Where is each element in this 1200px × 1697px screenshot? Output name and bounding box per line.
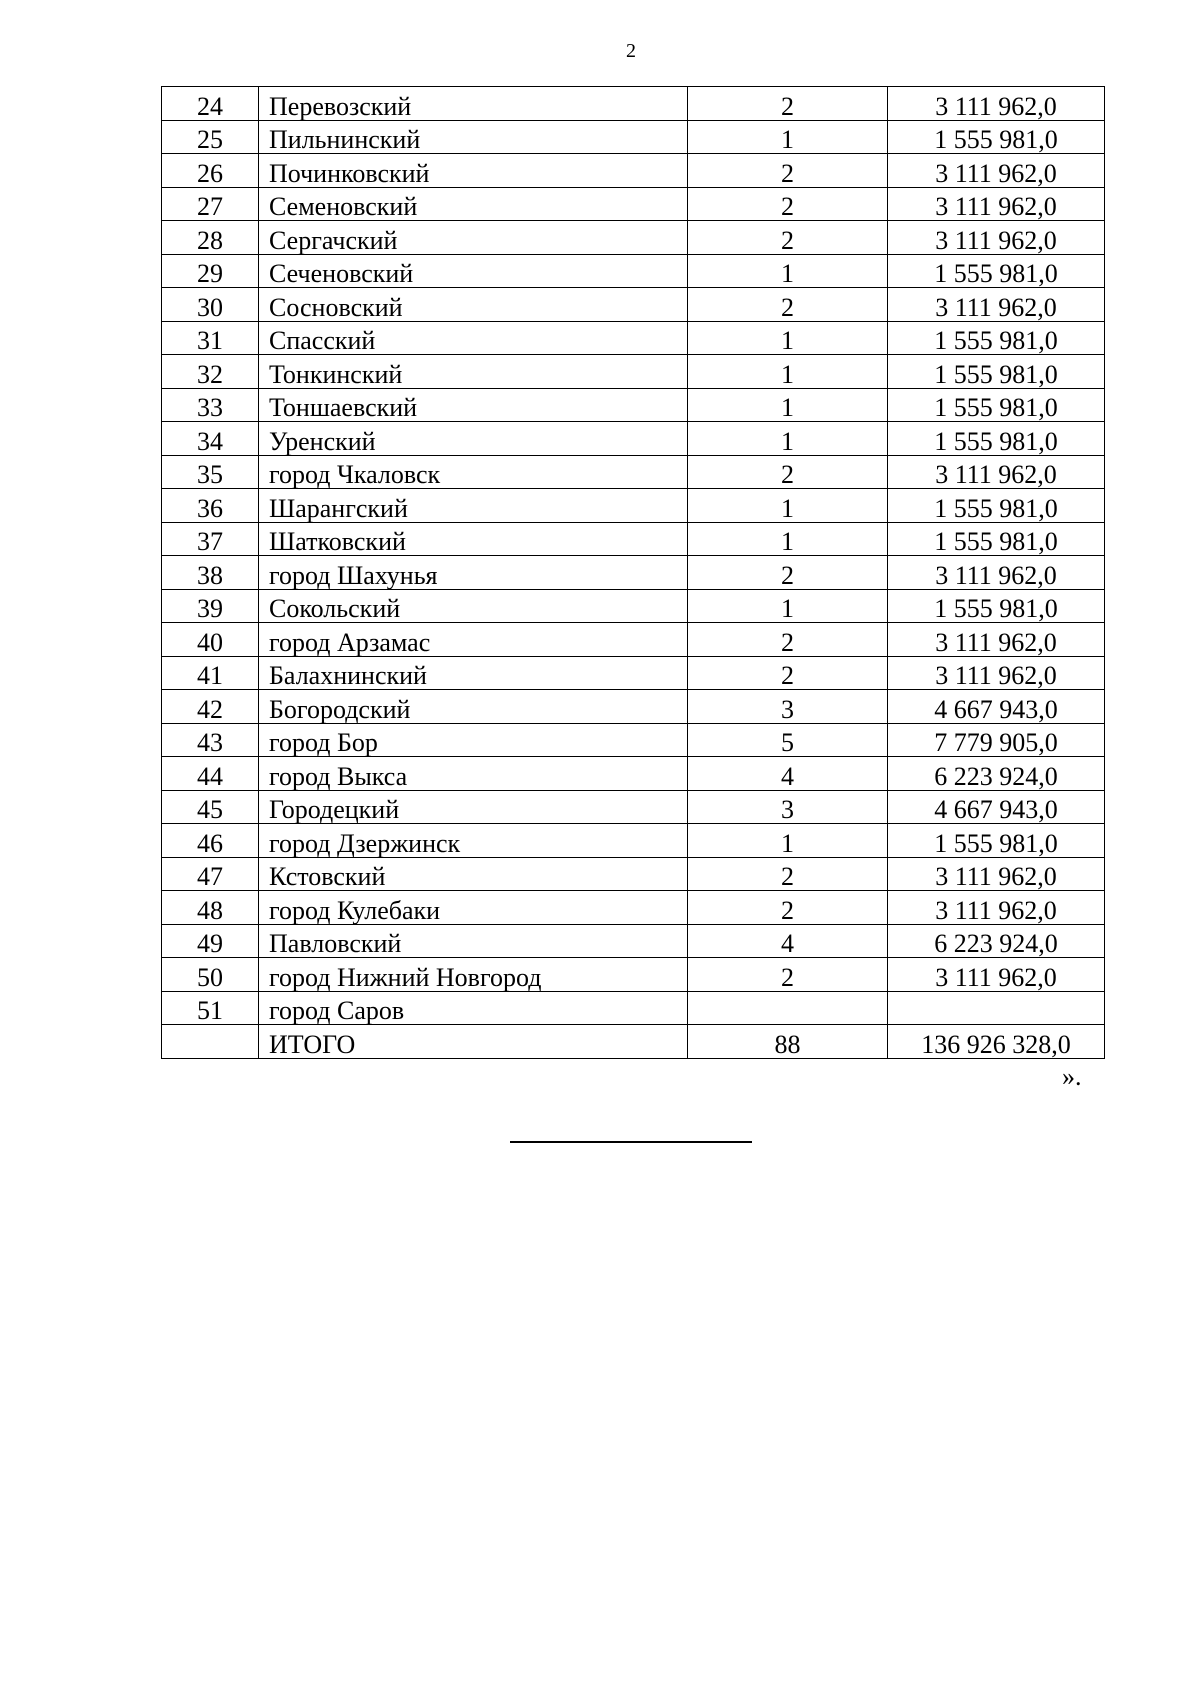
- row-number: 28: [162, 221, 259, 255]
- count-cell: 2: [688, 891, 888, 925]
- count-cell: 1: [688, 254, 888, 288]
- row-number: [162, 1025, 259, 1059]
- row-number: 46: [162, 824, 259, 858]
- district-name: город Нижний Новгород: [259, 958, 688, 992]
- district-name: Кстовский: [259, 857, 688, 891]
- row-number: 29: [162, 254, 259, 288]
- district-name: Сеченовский: [259, 254, 688, 288]
- sum-cell: 3 111 962,0: [888, 87, 1105, 121]
- table-row: [162, 790, 1105, 824]
- district-name: Тонкинский: [259, 355, 688, 389]
- table-row: [162, 824, 1105, 858]
- row-number: 39: [162, 589, 259, 623]
- district-name: Сосновский: [259, 288, 688, 322]
- count-cell: 1: [688, 522, 888, 556]
- sum-cell: 1 555 981,0: [888, 120, 1105, 154]
- row-number: 41: [162, 656, 259, 690]
- sum-cell: 1 555 981,0: [888, 489, 1105, 523]
- sum-cell: 3 111 962,0: [888, 623, 1105, 657]
- district-name: город Дзержинск: [259, 824, 688, 858]
- sum-cell: 4 667 943,0: [888, 690, 1105, 724]
- sum-cell: 4 667 943,0: [888, 790, 1105, 824]
- total-count: 88: [688, 1025, 888, 1059]
- table-row: [162, 857, 1105, 891]
- district-name: Пильнинский: [259, 120, 688, 154]
- count-cell: 1: [688, 321, 888, 355]
- row-number: 40: [162, 623, 259, 657]
- count-cell: 1: [688, 589, 888, 623]
- total-sum: 136 926 328,0: [888, 1025, 1105, 1059]
- district-name: Богородский: [259, 690, 688, 724]
- allocation-table: [161, 86, 1105, 1059]
- count-cell: 1: [688, 422, 888, 456]
- table-row: [162, 656, 1105, 690]
- sum-cell: 1 555 981,0: [888, 589, 1105, 623]
- sum-cell: 3 111 962,0: [888, 455, 1105, 489]
- row-number: 49: [162, 924, 259, 958]
- sum-cell: 1 555 981,0: [888, 254, 1105, 288]
- row-number: 34: [162, 422, 259, 456]
- row-number: 35: [162, 455, 259, 489]
- count-cell: 1: [688, 120, 888, 154]
- table-row: [162, 489, 1105, 523]
- row-number: 42: [162, 690, 259, 724]
- count-cell: 2: [688, 958, 888, 992]
- row-number: 51: [162, 991, 259, 1025]
- table-row: [162, 757, 1105, 791]
- count-cell: 2: [688, 187, 888, 221]
- row-number: 50: [162, 958, 259, 992]
- row-number: 45: [162, 790, 259, 824]
- count-cell: 2: [688, 623, 888, 657]
- count-cell: 2: [688, 857, 888, 891]
- count-cell: 1: [688, 489, 888, 523]
- row-number: 24: [162, 87, 259, 121]
- count-cell: 4: [688, 924, 888, 958]
- table-row: [162, 991, 1105, 1025]
- sum-cell: 1 555 981,0: [888, 824, 1105, 858]
- count-cell: 2: [688, 87, 888, 121]
- table-row: [162, 154, 1105, 188]
- closing-quote-mark: ».: [1062, 1062, 1082, 1091]
- table-body: [162, 87, 1105, 1059]
- sum-cell: 1 555 981,0: [888, 355, 1105, 389]
- row-number: 43: [162, 723, 259, 757]
- sum-cell: [888, 991, 1105, 1025]
- table-row: [162, 891, 1105, 925]
- table-row: [162, 522, 1105, 556]
- sum-cell: 1 555 981,0: [888, 422, 1105, 456]
- row-number: 47: [162, 857, 259, 891]
- count-cell: 1: [688, 388, 888, 422]
- sum-cell: 1 555 981,0: [888, 388, 1105, 422]
- district-name: город Чкаловск: [259, 455, 688, 489]
- sum-cell: 3 111 962,0: [888, 221, 1105, 255]
- count-cell: 2: [688, 556, 888, 590]
- district-name: Перевозский: [259, 87, 688, 121]
- district-name: город Выкса: [259, 757, 688, 791]
- sum-cell: 3 111 962,0: [888, 958, 1105, 992]
- count-cell: 2: [688, 288, 888, 322]
- table-row: [162, 388, 1105, 422]
- table-row: [162, 924, 1105, 958]
- sum-cell: 1 555 981,0: [888, 321, 1105, 355]
- table-row: [162, 556, 1105, 590]
- row-number: 27: [162, 187, 259, 221]
- district-name: город Арзамас: [259, 623, 688, 657]
- table-row: [162, 221, 1105, 255]
- count-cell: 3: [688, 790, 888, 824]
- total-label: ИТОГО: [259, 1025, 688, 1059]
- district-name: Шатковский: [259, 522, 688, 556]
- table-row: [162, 355, 1105, 389]
- table-row: [162, 187, 1105, 221]
- sum-cell: 6 223 924,0: [888, 757, 1105, 791]
- row-number: 25: [162, 120, 259, 154]
- district-name: Сокольский: [259, 589, 688, 623]
- end-divider-line: [510, 1141, 752, 1143]
- row-number: 31: [162, 321, 259, 355]
- district-name: Павловский: [259, 924, 688, 958]
- count-cell: 5: [688, 723, 888, 757]
- district-name: город Шахунья: [259, 556, 688, 590]
- district-name: город Кулебаки: [259, 891, 688, 925]
- table-row: [162, 87, 1105, 121]
- row-number: 36: [162, 489, 259, 523]
- count-cell: 2: [688, 221, 888, 255]
- count-cell: [688, 991, 888, 1025]
- district-name: Балахнинский: [259, 656, 688, 690]
- row-number: 37: [162, 522, 259, 556]
- sum-cell: 3 111 962,0: [888, 556, 1105, 590]
- table-row: [162, 422, 1105, 456]
- row-number: 26: [162, 154, 259, 188]
- table-row: [162, 589, 1105, 623]
- sum-cell: 7 779 905,0: [888, 723, 1105, 757]
- sum-cell: 3 111 962,0: [888, 857, 1105, 891]
- table-row: [162, 623, 1105, 657]
- district-name: Спасский: [259, 321, 688, 355]
- count-cell: 2: [688, 455, 888, 489]
- sum-cell: 3 111 962,0: [888, 187, 1105, 221]
- count-cell: 2: [688, 656, 888, 690]
- table-row: [162, 254, 1105, 288]
- sum-cell: 1 555 981,0: [888, 522, 1105, 556]
- table-row: [162, 958, 1105, 992]
- sum-cell: 3 111 962,0: [888, 891, 1105, 925]
- sum-cell: 3 111 962,0: [888, 288, 1105, 322]
- sum-cell: 3 111 962,0: [888, 656, 1105, 690]
- district-name: Уренский: [259, 422, 688, 456]
- count-cell: 1: [688, 824, 888, 858]
- district-name: город Бор: [259, 723, 688, 757]
- table-row: [162, 723, 1105, 757]
- district-name: Тоншаевский: [259, 388, 688, 422]
- district-name: Починковский: [259, 154, 688, 188]
- row-number: 38: [162, 556, 259, 590]
- row-number: 32: [162, 355, 259, 389]
- row-number: 48: [162, 891, 259, 925]
- sum-cell: 3 111 962,0: [888, 154, 1105, 188]
- row-number: 44: [162, 757, 259, 791]
- district-name: город Саров: [259, 991, 688, 1025]
- row-number: 33: [162, 388, 259, 422]
- count-cell: 2: [688, 154, 888, 188]
- count-cell: 4: [688, 757, 888, 791]
- table-row: [162, 455, 1105, 489]
- table-row: [162, 321, 1105, 355]
- district-name: Семеновский: [259, 187, 688, 221]
- row-number: 30: [162, 288, 259, 322]
- table-row: [162, 288, 1105, 322]
- district-name: Сергачский: [259, 221, 688, 255]
- count-cell: 3: [688, 690, 888, 724]
- page-number: 2: [626, 40, 636, 62]
- total-row: [162, 1025, 1105, 1059]
- count-cell: 1: [688, 355, 888, 389]
- district-name: Городецкий: [259, 790, 688, 824]
- sum-cell: 6 223 924,0: [888, 924, 1105, 958]
- district-name: Шарангский: [259, 489, 688, 523]
- table-row: [162, 690, 1105, 724]
- table-row: [162, 120, 1105, 154]
